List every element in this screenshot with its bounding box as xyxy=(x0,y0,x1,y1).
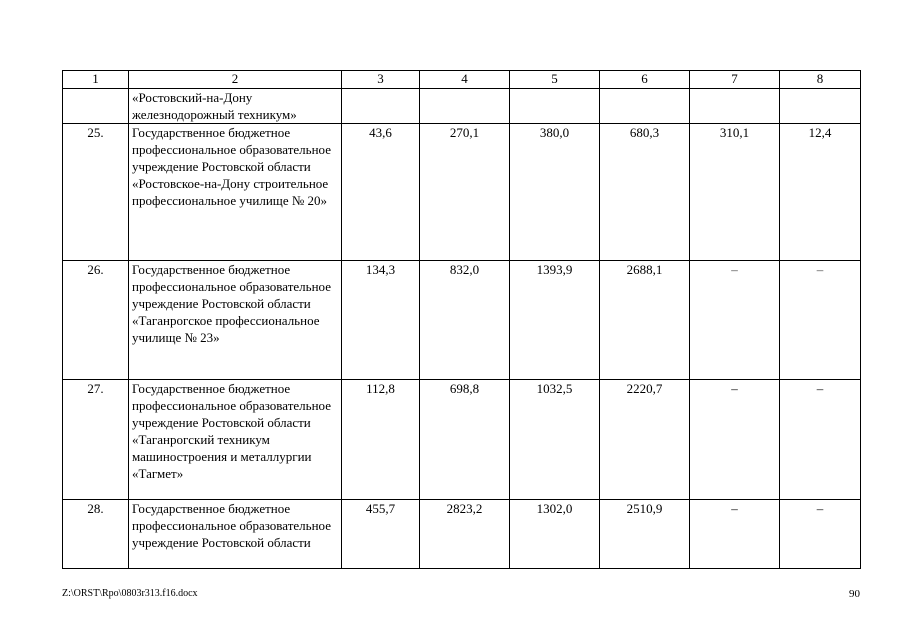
budget-table xyxy=(62,70,861,569)
value-cell-col3 xyxy=(342,89,420,124)
institution-name-cell: Государственное бюджетное профессиональное образовательное учреждение Ростовской области «Таганрогский техникум машиностроения и металлургии «Тагмет» xyxy=(129,380,342,500)
value-cell-col8: – xyxy=(780,380,861,500)
value-cell-col8: – xyxy=(780,500,861,569)
value-cell-col5: 380,0 xyxy=(510,124,600,261)
header-cell: 1 xyxy=(63,71,129,89)
value-cell-col6: 2220,7 xyxy=(600,380,690,500)
value-cell-col8: 12,4 xyxy=(780,124,861,261)
value-cell-col7 xyxy=(690,89,780,124)
value-cell-col3: 43,6 xyxy=(342,124,420,261)
value-cell-col5 xyxy=(510,89,600,124)
value-cell-col4: 832,0 xyxy=(420,261,510,380)
header-cell: 5 xyxy=(510,71,600,89)
value-cell-col6: 2510,9 xyxy=(600,500,690,569)
value-cell-col6 xyxy=(600,89,690,124)
value-cell-col6: 680,3 xyxy=(600,124,690,261)
value-cell-col7: – xyxy=(690,500,780,569)
value-cell-col3: 134,3 xyxy=(342,261,420,380)
table-row xyxy=(63,124,861,261)
value-cell-col4 xyxy=(420,89,510,124)
footer-page-number: 90 xyxy=(849,588,860,600)
value-cell-col6: 2688,1 xyxy=(600,261,690,380)
value-cell-col8: – xyxy=(780,261,861,380)
row-number-cell: 27. xyxy=(63,380,129,500)
table-row xyxy=(63,380,861,500)
value-cell-col5: 1032,5 xyxy=(510,380,600,500)
value-cell-col7: 310,1 xyxy=(690,124,780,261)
value-cell-col4: 270,1 xyxy=(420,124,510,261)
header-cell: 4 xyxy=(420,71,510,89)
table-row-continuation xyxy=(63,89,861,124)
row-number-cell xyxy=(63,89,129,124)
value-cell-col7: – xyxy=(690,261,780,380)
institution-name-cell: «Ростовский-на-Дону железнодорожный техникум» xyxy=(129,89,342,124)
value-cell-col4: 698,8 xyxy=(420,380,510,500)
header-cell: 7 xyxy=(690,71,780,89)
value-cell-col3: 455,7 xyxy=(342,500,420,569)
value-cell-col5: 1302,0 xyxy=(510,500,600,569)
value-cell-col8 xyxy=(780,89,861,124)
institution-name-cell: Государственное бюджетное профессиональное образовательное учреждение Ростовской области «Таганрогское профессиональное училище № 23» xyxy=(129,261,342,380)
institution-name-cell: Государственное бюджетное профессиональное образовательное учреждение Ростовской области xyxy=(129,500,342,569)
header-cell: 8 xyxy=(780,71,861,89)
table-row xyxy=(63,261,861,380)
row-number-cell: 26. xyxy=(63,261,129,380)
row-number-cell: 28. xyxy=(63,500,129,569)
value-cell-col5: 1393,9 xyxy=(510,261,600,380)
value-cell-col7: – xyxy=(690,380,780,500)
header-cell: 3 xyxy=(342,71,420,89)
table-row xyxy=(63,500,861,569)
footer-file-path: Z:\ORST\Rpo\0803r313.f16.docx xyxy=(62,588,198,599)
row-number-cell: 25. xyxy=(63,124,129,261)
header-cell: 6 xyxy=(600,71,690,89)
institution-name-cell: Государственное бюджетное профессиональное образовательное учреждение Ростовской области «Ростовское-на-Дону строительное профессиональное училище № 20» xyxy=(129,124,342,261)
header-cell: 2 xyxy=(129,71,342,89)
value-cell-col3: 112,8 xyxy=(342,380,420,500)
value-cell-col4: 2823,2 xyxy=(420,500,510,569)
table-header-row xyxy=(63,71,861,89)
